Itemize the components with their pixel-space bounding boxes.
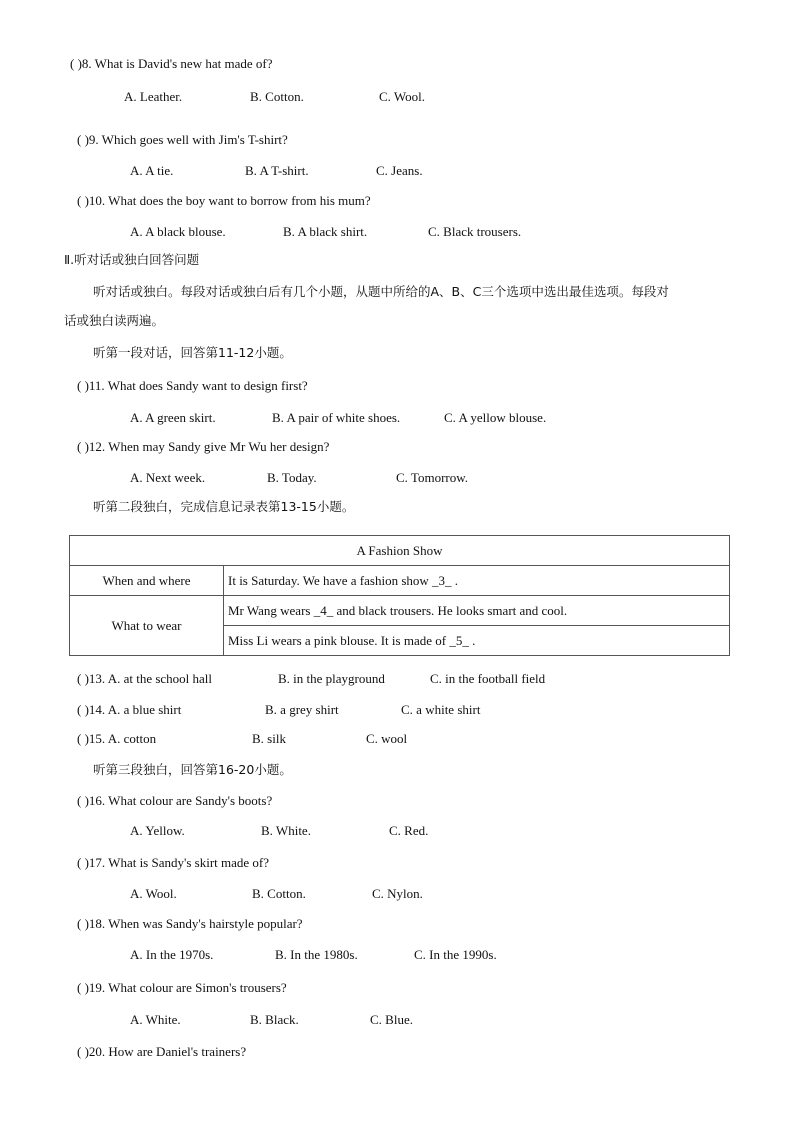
- question-16-option-a: A. Yellow.: [130, 823, 185, 838]
- table-caption: A Fashion Show: [70, 536, 730, 566]
- question-14-stem: ( )14. A. a blue shirt: [77, 702, 182, 717]
- question-9-option-a: A. A tie.: [130, 163, 174, 178]
- table-row: [70, 596, 730, 626]
- section-2-heading: Ⅱ.听对话或独白回答问题: [64, 252, 200, 267]
- table-label-when-where: When and where: [70, 566, 224, 596]
- question-8-stem: ( )8. What is David's new hat made of?: [70, 56, 273, 71]
- question-12-option-a: A. Next week.: [130, 470, 206, 485]
- question-15-option-b: B. silk: [252, 731, 286, 746]
- question-8-option-b: B. Cotton.: [250, 89, 304, 104]
- question-10-option-a: A. A black blouse.: [130, 224, 226, 239]
- fashion-show-table: [69, 535, 730, 656]
- question-14-option-c: C. a white shirt: [401, 702, 481, 717]
- question-9-stem: ( )9. Which goes well with Jim's T-shirt?: [77, 132, 288, 147]
- question-17-stem: ( )17. What is Sandy's skirt made of?: [77, 855, 270, 870]
- question-15-option-c: C. wool: [366, 731, 408, 746]
- question-14-option-b: B. a grey shirt: [265, 702, 339, 717]
- part-2-note: 听第二段独白，完成信息记录表第13-15小题。: [93, 499, 355, 514]
- question-15-stem: ( )15. A. cotton: [77, 731, 157, 746]
- question-10-option-c: C. Black trousers.: [428, 224, 522, 239]
- question-18-stem: ( )18. When was Sandy's hairstyle popular?: [77, 916, 303, 931]
- question-12-option-b: B. Today.: [267, 470, 317, 485]
- table-cell-when-where: It is Saturday. We have a fashion show _3_ .: [224, 566, 730, 596]
- table-row: [70, 566, 730, 596]
- table-caption-row: [70, 536, 730, 566]
- part-1-note: 听第一段对话，回答第11-12小题。: [93, 345, 292, 360]
- question-17-option-b: B. Cotton.: [252, 886, 306, 901]
- question-8-option-c: C. Wool.: [379, 89, 426, 104]
- question-9-option-b: B. A T-shirt.: [245, 163, 309, 178]
- question-11-stem: ( )11. What does Sandy want to design first?: [77, 378, 308, 393]
- question-19-option-a: A. White.: [130, 1012, 181, 1027]
- question-13-stem: ( )13. A. at the school hall: [77, 671, 213, 686]
- table-cell-what-to-wear-b: Miss Li wears a pink blouse. It is made of _5_ .: [224, 626, 730, 656]
- question-18-option-a: A. In the 1970s.: [130, 947, 214, 962]
- question-13-option-c: C. in the football field: [430, 671, 546, 686]
- question-13-option-b: B. in the playground: [278, 671, 385, 686]
- question-16-option-c: C. Red.: [389, 823, 429, 838]
- question-9-option-c: C. Jeans.: [376, 163, 423, 178]
- table-label-what-to-wear: What to wear: [70, 596, 224, 656]
- question-11-option-a: A. A green skirt.: [130, 410, 216, 425]
- section-2-instruction-line-1: 听对话或独白。每段对话或独白后有几个小题，从题中所给的A、B、C三个选项中选出最佳选项。每段对: [93, 284, 669, 299]
- question-19-option-b: B. Black.: [250, 1012, 299, 1027]
- table-cell-what-to-wear-a: Mr Wang wears _4_ and black trousers. He looks smart and cool.: [224, 596, 730, 626]
- question-17-option-a: A. Wool.: [130, 886, 177, 901]
- question-19-stem: ( )19. What colour are Simon's trousers?: [77, 980, 287, 995]
- question-11-option-b: B. A pair of white shoes.: [272, 410, 401, 425]
- question-12-stem: ( )12. When may Sandy give Mr Wu her design?: [77, 439, 330, 454]
- question-17-option-c: C. Nylon.: [372, 886, 423, 901]
- question-18-option-b: B. In the 1980s.: [275, 947, 358, 962]
- part-3-note: 听第三段独白，回答第16-20小题。: [93, 762, 292, 777]
- question-18-option-c: C. In the 1990s.: [414, 947, 497, 962]
- section-2-instruction-line-2: 话或独白读两遍。: [64, 313, 165, 328]
- question-20-stem: ( )20. How are Daniel's trainers?: [77, 1044, 247, 1059]
- question-11-option-c: C. A yellow blouse.: [444, 410, 547, 425]
- question-8-option-a: A. Leather.: [124, 89, 183, 104]
- question-19-option-c: C. Blue.: [370, 1012, 413, 1027]
- question-10-stem: ( )10. What does the boy want to borrow from his mum?: [77, 193, 371, 208]
- question-10-option-b: B. A black shirt.: [283, 224, 368, 239]
- question-16-option-b: B. White.: [261, 823, 311, 838]
- question-16-stem: ( )16. What colour are Sandy's boots?: [77, 793, 273, 808]
- question-12-option-c: C. Tomorrow.: [396, 470, 469, 485]
